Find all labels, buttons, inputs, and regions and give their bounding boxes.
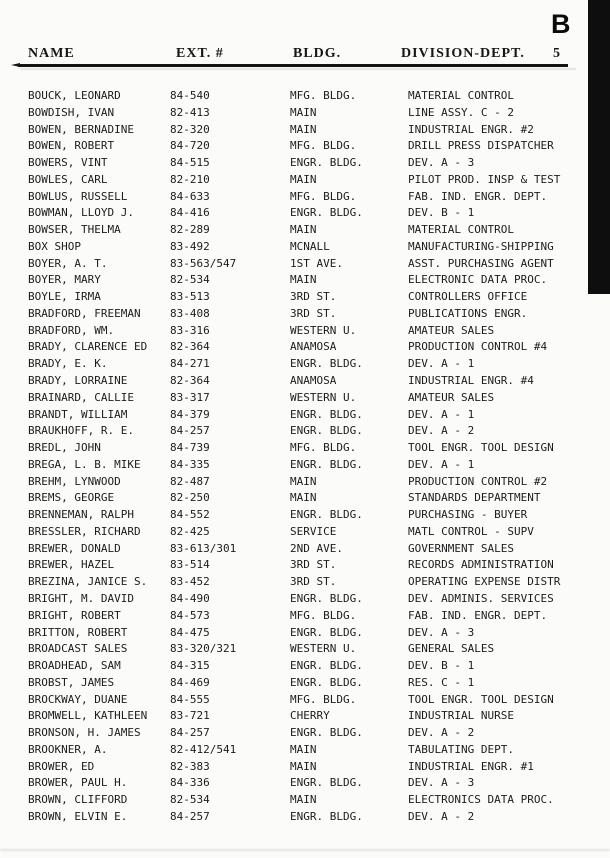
table-row [0,256,610,273]
cell-ext: 84-469 [170,675,210,689]
table-row [0,339,610,356]
table-row [0,759,610,776]
cell-ext: 83-513 [170,290,210,304]
cell-name: BRAINARD, CALLIE [28,390,134,404]
cell-division: FAB. IND. ENGR. DEPT. [408,608,548,622]
cell-name: BREMS, GEORGE [28,491,115,505]
cell-name: BOWDISH, IVAN [28,105,115,119]
cell-bldg: ENGR. BLDG. [290,407,363,421]
cell-ext: 82-425 [170,524,210,538]
cell-division: INDUSTRIAL ENGR. #1 [408,759,534,773]
cell-name: BOWERS, VINT [28,156,108,170]
cell-name: BOWMAN, LLOYD J. [28,206,134,220]
page-number: 5 [553,46,560,61]
cell-division: RES. C - 1 [408,675,475,689]
table-row [0,222,610,239]
table-row [0,809,610,826]
table-row [0,708,610,725]
cell-name: BOX SHOP [28,239,81,253]
cell-division: INDUSTRIAL ENGR. #2 [408,122,534,136]
cell-division: INDUSTRIAL NURSE [408,709,514,723]
cell-name: BRANDT, WILLIAM [28,407,128,421]
cell-ext: 83-317 [170,390,210,404]
cell-name: BOWSER, THELMA [28,223,121,237]
table-row [0,490,610,507]
cell-ext: 84-416 [170,206,210,220]
cell-division: DEV. B - 1 [408,659,475,673]
cell-division: DEV. A - 3 [408,625,475,639]
scan-edge-artifact [588,0,610,294]
cell-division: DEV. A - 3 [408,156,475,170]
cell-bldg: ENGR. BLDG. [290,625,363,639]
table-row [0,557,610,574]
cell-division: ASST. PURCHASING AGENT [408,256,554,270]
cell-ext: 84-257 [170,424,210,438]
cell-division: DEV. A - 2 [408,726,475,740]
cell-bldg: MAIN [290,172,317,186]
cell-division: DEV. A - 1 [408,357,475,371]
cell-ext: 83-492 [170,239,210,253]
cell-division: ELECTRONICS DATA PROC. [408,793,554,807]
cell-bldg: MAIN [290,223,317,237]
cell-division: PRODUCTION CONTROL #4 [408,340,548,354]
table-row [0,423,610,440]
cell-bldg: WESTERN U. [290,390,357,404]
cell-ext: 82-383 [170,759,210,773]
table-row [0,742,610,759]
cell-name: BREWER, HAZEL [28,558,115,572]
cell-division: STANDARDS DEPARTMENT [408,491,541,505]
table-row [0,658,610,675]
cell-division: ELECTRONIC DATA PROC. [408,273,548,287]
cell-name: BRADY, LORRAINE [28,374,128,388]
section-letter: B [551,9,571,39]
cell-division: DEV. A - 2 [408,809,475,823]
table-row [0,675,610,692]
table-row [0,792,610,809]
table-row [0,474,610,491]
cell-bldg: ANAMOSA [290,374,337,388]
cell-ext: 82-364 [170,374,210,388]
cell-ext: 84-739 [170,441,210,455]
cell-ext: 82-412/541 [170,742,237,756]
cell-bldg: 3RD ST. [290,558,337,572]
cell-name: BROADHEAD, SAM [28,659,121,673]
table-row [0,205,610,222]
cell-ext: 83-563/547 [170,256,237,270]
cell-ext: 82-534 [170,273,210,287]
cell-division: MANUFACTURING-SHIPPING [408,239,554,253]
table-row [0,440,610,457]
cell-bldg: MFG. BLDG. [290,441,357,455]
cell-division: LINE ASSY. C - 2 [408,105,514,119]
table-row [0,524,610,541]
cell-division: DEV. ADMINIS. SERVICES [408,591,554,605]
cell-division: TABULATING DEPT. [408,742,514,756]
table-row [0,373,610,390]
cell-ext: 83-514 [170,558,210,572]
cell-ext: 84-573 [170,608,210,622]
cell-bldg: CHERRY [290,709,330,723]
cell-bldg: 3RD ST. [290,575,337,589]
cell-division: DEV. A - 1 [408,407,475,421]
cell-name: BRADFORD, FREEMAN [28,306,141,320]
cell-division: FAB. IND. ENGR. DEPT. [408,189,548,203]
cell-name: BROBST, JAMES [28,675,115,689]
cell-bldg: WESTERN U. [290,642,357,656]
cell-bldg: MFG. BLDG. [290,89,357,102]
cell-name: BROOKNER, A. [28,742,108,756]
cell-division: DEV. B - 1 [408,206,475,220]
cell-bldg: MFG. BLDG. [290,139,357,153]
table-row [0,775,610,792]
table-row [0,155,610,172]
cell-division: AMATEUR SALES [408,390,495,404]
cell-name: BOWEN, ROBERT [28,139,115,153]
cell-ext: 84-633 [170,189,210,203]
cell-division: PUBLICATIONS ENGR. [408,306,528,320]
cell-bldg: ENGR. BLDG. [290,508,363,522]
cell-division: DEV. A - 1 [408,457,475,471]
cell-bldg: ENGR. BLDG. [290,357,363,371]
table-row [0,172,610,189]
table-row [0,507,610,524]
cell-bldg: MAIN [290,742,317,756]
cell-ext: 84-515 [170,156,210,170]
cell-bldg: ENGR. BLDG. [290,675,363,689]
table-row [0,88,610,105]
cell-bldg: MAIN [290,122,317,136]
cell-name: BROMWELL, KATHLEEN [28,709,148,723]
cell-ext: 84-336 [170,776,210,790]
cell-ext: 82-534 [170,793,210,807]
cell-name: BRENNEMAN, RALPH [28,508,134,522]
cell-name: BRITTON, ROBERT [28,625,128,639]
cell-division: GOVERNMENT SALES [408,541,514,555]
cell-division: DEV. A - 2 [408,424,475,438]
cell-bldg: 3RD ST. [290,306,337,320]
cell-bldg: SERVICE [290,524,337,538]
cell-division: PURCHASING - BUYER [408,508,528,522]
cell-ext: 82-413 [170,105,210,119]
cell-name: BRIGHT, M. DAVID [28,591,134,605]
table-row [0,105,610,122]
cell-division: MATL CONTROL - SUPV [408,524,534,538]
cell-ext: 83-613/301 [170,541,237,555]
table-row [0,239,610,256]
table-row [0,138,610,155]
cell-bldg: 3RD ST. [290,290,337,304]
cell-name: BROWN, ELVIN E. [28,809,128,823]
cell-name: BRIGHT, ROBERT [28,608,121,622]
cell-bldg: ENGR. BLDG. [290,809,363,823]
table-row [0,407,610,424]
cell-name: BOUCK, LEONARD [28,89,121,102]
cell-bldg: ENGR. BLDG. [290,424,363,438]
cell-ext: 83-320/321 [170,642,237,656]
table-row [0,390,610,407]
directory-rows [0,88,610,826]
cell-ext: 84-257 [170,809,210,823]
cell-name: BRONSON, H. JAMES [28,726,141,740]
cell-division: CONTROLLERS OFFICE [408,290,528,304]
cell-name: BROCKWAY, DUANE [28,692,128,706]
cell-bldg: ENGR. BLDG. [290,156,363,170]
cell-name: BROWER, ED [28,759,95,773]
cell-division: OPERATING EXPENSE DISTR [408,575,561,589]
cell-bldg: WESTERN U. [290,323,357,337]
cell-division: DRILL PRESS DISPATCHER [408,139,554,153]
cell-division: AMATEUR SALES [408,323,495,337]
cell-bldg: MAIN [290,491,317,505]
cell-name: BOWLES, CARL [28,172,108,186]
cell-bldg: ENGR. BLDG. [290,726,363,740]
cell-bldg: MAIN [290,474,317,488]
cell-bldg: 2ND AVE. [290,541,343,555]
cell-bldg: 1ST AVE. [290,256,343,270]
cell-division: INDUSTRIAL ENGR. #4 [408,374,534,388]
table-row [0,625,610,642]
table-row [0,356,610,373]
cell-ext: 82-250 [170,491,210,505]
table-row [0,541,610,558]
cell-bldg: ENGR. BLDG. [290,457,363,471]
cell-bldg: MAIN [290,105,317,119]
cell-ext: 84-315 [170,659,210,673]
cell-ext: 84-555 [170,692,210,706]
cell-name: BREWER, DONALD [28,541,121,555]
table-row [0,306,610,323]
cell-ext: 82-210 [170,172,210,186]
cell-ext: 83-452 [170,575,210,589]
cell-ext: 83-721 [170,709,210,723]
cell-bldg: MFG. BLDG. [290,189,357,203]
table-row [0,692,610,709]
cell-division: MATERIAL CONTROL [408,223,514,237]
cell-division: RECORDS ADMINISTRATION [408,558,554,572]
cell-division: MATERIAL CONTROL [408,89,514,102]
table-row [0,272,610,289]
cell-name: BROWN, CLIFFORD [28,793,128,807]
cell-division: PRODUCTION CONTROL #2 [408,474,548,488]
cell-name: BOYER, A. T. [28,256,108,270]
cell-division: TOOL ENGR. TOOL DESIGN [408,441,554,455]
cell-ext: 84-335 [170,457,210,471]
cell-name: BROWER, PAUL H. [28,776,128,790]
column-header-ext: EXT. # [176,46,224,61]
cell-bldg: MFG. BLDG. [290,692,357,706]
cell-bldg: MAIN [290,759,317,773]
cell-bldg: MFG. BLDG. [290,608,357,622]
cell-bldg: ENGR. BLDG. [290,591,363,605]
cell-name: BROADCAST SALES [28,642,128,656]
cell-name: BOWEN, BERNADINE [28,122,134,136]
cell-division: PILOT PROD. INSP & TEST [408,172,561,186]
cell-bldg: ANAMOSA [290,340,337,354]
column-header-division-dept: DIVISION-DEPT. [401,46,525,61]
cell-ext: 84-257 [170,726,210,740]
table-row [0,725,610,742]
cell-name: BREGA, L. B. MIKE [28,457,141,471]
header-rule [18,64,568,67]
cell-name: BRADY, CLARENCE ED [28,340,148,354]
cell-name: BRADFORD, WM. [28,323,115,337]
table-row [0,608,610,625]
cell-ext: 83-408 [170,306,210,320]
cell-division: DEV. A - 3 [408,776,475,790]
cell-ext: 82-320 [170,122,210,136]
table-row [0,457,610,474]
table-row [0,323,610,340]
cell-name: BOYLE, IRMA [28,290,101,304]
cell-bldg: ENGR. BLDG. [290,776,363,790]
cell-bldg: MCNALL [290,239,330,253]
cell-division: TOOL ENGR. TOOL DESIGN [408,692,554,706]
cell-ext: 84-720 [170,139,210,153]
cell-ext: 83-316 [170,323,210,337]
table-row [0,574,610,591]
cell-ext: 84-379 [170,407,210,421]
cell-ext: 84-552 [170,508,210,522]
cell-name: BRAUKHOFF, R. E. [28,424,134,438]
cell-bldg: MAIN [290,793,317,807]
column-header-bldg: BLDG. [293,46,342,61]
table-row [0,122,610,139]
cell-name: BREHM, LYNWOOD [28,474,121,488]
cell-bldg: ENGR. BLDG. [290,659,363,673]
cell-bldg: ENGR. BLDG. [290,206,363,220]
cell-name: BRESSLER, RICHARD [28,524,141,538]
table-row [0,189,610,206]
column-header-name: NAME [28,46,75,61]
page-bottom-edge [0,849,610,851]
cell-name: BOWLUS, RUSSELL [28,189,128,203]
cell-name: BRADY, E. K. [28,357,108,371]
cell-name: BOYER, MARY [28,273,101,287]
cell-ext: 82-289 [170,223,210,237]
header-rule-shadow [20,68,576,70]
cell-name: BREDL, JOHN [28,441,101,455]
cell-ext: 84-540 [170,89,210,102]
table-row [0,289,610,306]
cell-ext: 82-364 [170,340,210,354]
table-row [0,641,610,658]
cell-division: GENERAL SALES [408,642,495,656]
cell-ext: 84-271 [170,357,210,371]
table-row [0,591,610,608]
cell-name: BREZINA, JANICE S. [28,575,148,589]
cell-ext: 82-487 [170,474,210,488]
cell-ext: 84-475 [170,625,210,639]
cell-ext: 84-490 [170,591,210,605]
cell-bldg: MAIN [290,273,317,287]
